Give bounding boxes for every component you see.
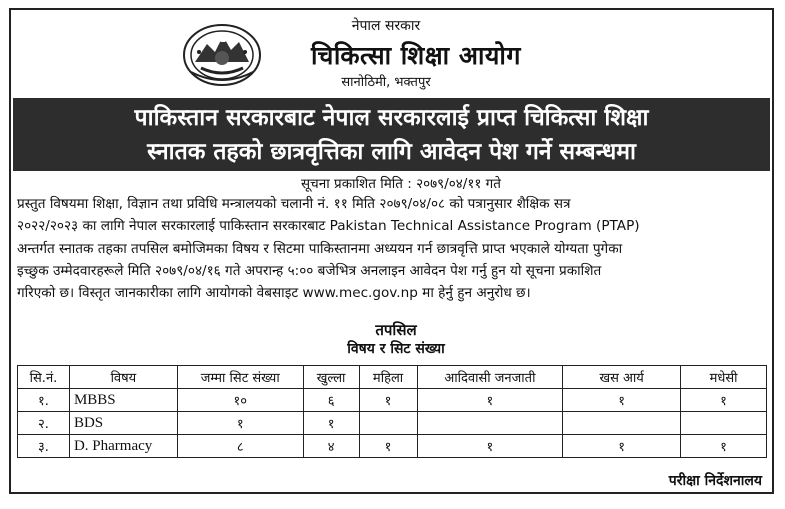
table-cell: १: [417, 389, 563, 412]
body-line-3: अन्तर्गत स्नातक तहका तपसिल बमोजिमका विषय र सिटमा पाकिस्तानमा अध्ययन गर्न छात्रवृत्ति प्राप्त भएकाले योग्यता पुगेका: [17, 240, 623, 257]
section-title: तपसिल: [375, 321, 417, 339]
table-cell: १: [177, 412, 303, 435]
notice-header: [11, 10, 772, 96]
table-cell: १: [681, 389, 767, 412]
body-line-2: २०२२/२०२३ का लागि नेपाल सरकारलाई पाकिस्तान सरकारबाट Pakistan Technical Assistance Program (PTAP): [17, 218, 640, 235]
table-cell: MBBS: [69, 389, 177, 412]
table-cell: १०: [177, 389, 303, 412]
notice-body: [17, 193, 767, 304]
table-cell: ८: [177, 435, 303, 458]
nepal-emblem-icon: [181, 22, 263, 88]
header-cell: खस आर्य: [563, 366, 681, 389]
table-cell: १: [417, 435, 563, 458]
header-cell: मधेसी: [681, 366, 767, 389]
table-cell: १: [359, 389, 417, 412]
table-row: [18, 435, 767, 458]
table-cell: [359, 412, 417, 435]
table-cell: ३.: [18, 435, 70, 458]
table-cell: १.: [18, 389, 70, 412]
table-cell: १: [563, 389, 681, 412]
table-cell: D. Pharmacy: [69, 435, 177, 458]
notice-frame: [9, 8, 774, 494]
header-cell: आदिवासी जनजाती: [417, 366, 563, 389]
government-name: नेपाल सरकार: [351, 18, 421, 34]
table-cell: [563, 412, 681, 435]
table-cell: ६: [303, 389, 359, 412]
body-line-5: गरिएको छ। विस्तृत जानकारीका लागि आयोगको वेबसाइट www.mec.gov.np मा हेर्नु हुन अनुरोध छ।: [17, 285, 531, 302]
notice-title-line-2: स्नातक तहको छात्रवृत्तिका लागि आवेदन पेश गर्ने सम्बन्धमा: [147, 139, 636, 165]
table-cell: १: [359, 435, 417, 458]
table-cell: २.: [18, 412, 70, 435]
table-cell: [417, 412, 563, 435]
table-header-row: [18, 366, 767, 389]
table-row: [18, 412, 767, 435]
table-cell: ४: [303, 435, 359, 458]
section-subtitle: विषय र सिट संख्या: [347, 341, 445, 357]
header-cell: सि.नं.: [18, 366, 70, 389]
organization-name: चिकित्सा शिक्षा आयोग: [311, 41, 521, 70]
notice-title: [13, 98, 770, 171]
table-cell: १: [303, 412, 359, 435]
organization-address: सानोठिमी, भक्तपुर: [341, 75, 431, 90]
header-cell: जम्मा सिट संख्या: [177, 366, 303, 389]
issuing-department: परीक्षा निर्देशनालय: [668, 473, 762, 489]
table-cell: BDS: [69, 412, 177, 435]
table-cell: [681, 412, 767, 435]
notice-title-line-1: पाकिस्तान सरकारबाट नेपाल सरकारलाई प्राप्त चिकित्सा शिक्षा: [134, 105, 649, 131]
header-cell: खुल्ला: [303, 366, 359, 389]
table-cell: १: [563, 435, 681, 458]
header-cell: महिला: [359, 366, 417, 389]
seat-table: [17, 365, 767, 458]
header-cell: विषय: [69, 366, 177, 389]
table-cell: १: [681, 435, 767, 458]
body-line-1: प्रस्तुत विषयमा शिक्षा, विज्ञान तथा प्रविधि मन्त्रालयको चलानी नं. ११ मिति २०७९/०४/०८ को पत्रानुसार शैक्षिक सत्र: [17, 196, 571, 212]
body-line-4: इच्छुक उम्मेदवारहरूले मिति २०७९/०४/१६ गते अपरान्ह ५:०० बजेभित्र अनलाइन आवेदन पेश गर्नु हुन यो सूचना प्रकाशित: [17, 262, 602, 279]
publication-date: सूचना प्रकाशित मिति : २०७९/०४/११ गते: [301, 176, 501, 192]
table-row: [18, 389, 767, 412]
